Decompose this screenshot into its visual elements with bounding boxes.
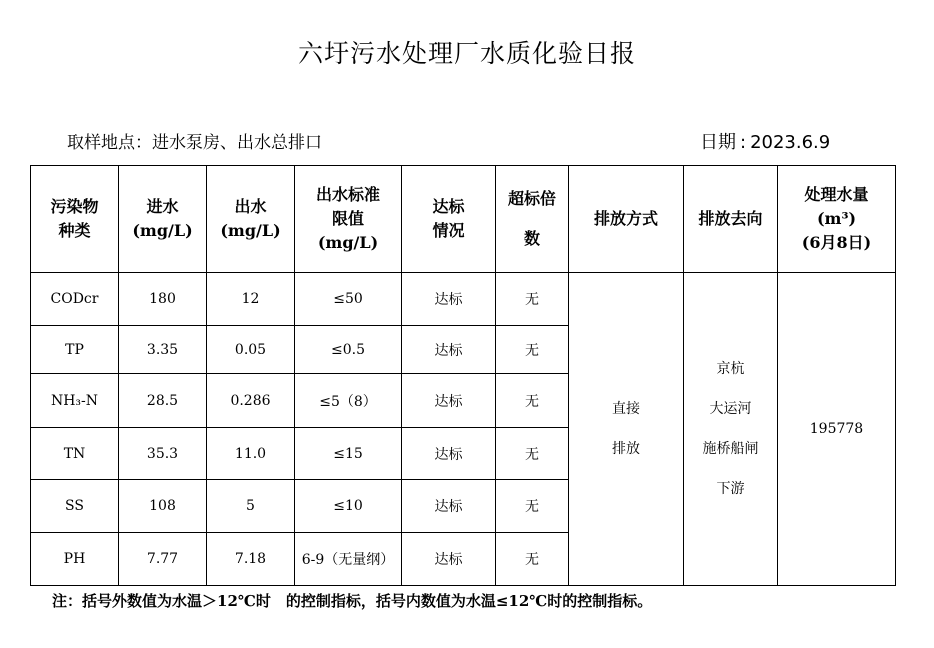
outflow-value: 7.18 xyxy=(207,533,295,586)
header-status: 达标 情况 xyxy=(402,166,496,273)
outflow-value: 11.0 xyxy=(207,428,295,480)
outflow-value: 12 xyxy=(207,273,295,326)
footnote: 注：括号外数值为水温＞12℃时 的控制指标，括号内数值为水温≤12℃时的控制指标。 xyxy=(52,592,653,610)
pollutant-name: TN xyxy=(31,428,119,480)
standard-value: 6-9（无量纲） xyxy=(295,533,402,586)
date-label: 日期 xyxy=(700,132,736,153)
date-value: 2023.6.9 xyxy=(750,132,831,153)
header-inflow: 进水 (mg/L) xyxy=(119,166,207,273)
standard-value: ≤0.5 xyxy=(295,326,402,374)
outflow-value: 0.286 xyxy=(207,374,295,428)
header-discharge-dest: 排放去向 xyxy=(684,166,778,273)
standard-value: ≤5（8） xyxy=(295,374,402,428)
inflow-value: 3.35 xyxy=(119,326,207,374)
excess-value: 无 xyxy=(496,273,569,326)
inflow-value: 7.77 xyxy=(119,533,207,586)
pollutant-name: SS xyxy=(31,480,119,533)
excess-value: 无 xyxy=(496,533,569,586)
status-value: 达标 xyxy=(402,428,496,480)
pollutant-name: PH xyxy=(31,533,119,586)
header-pollutant: 污染物 种类 xyxy=(31,166,119,273)
pollutant-name: CODcr xyxy=(31,273,119,326)
sampling-location: 取样地点：进水泵房、出水总排口 xyxy=(67,133,322,153)
table-row xyxy=(31,273,896,326)
status-value: 达标 xyxy=(402,273,496,326)
status-value: 达标 xyxy=(402,533,496,586)
standard-value: ≤15 xyxy=(295,428,402,480)
pollutant-name: TP xyxy=(31,326,119,374)
status-value: 达标 xyxy=(402,374,496,428)
excess-value: 无 xyxy=(496,480,569,533)
excess-value: 无 xyxy=(496,428,569,480)
pollutant-name: NH₃-N xyxy=(31,374,119,428)
discharge-dest-cell: 京杭 大运河 施桥船闸 下游 xyxy=(684,273,778,586)
inflow-value: 180 xyxy=(119,273,207,326)
discharge-method-cell: 直接 排放 xyxy=(569,273,684,586)
header-excess: 超标倍 数 xyxy=(496,166,569,273)
volume-value: 195778 xyxy=(778,273,896,586)
inflow-value: 28.5 xyxy=(119,374,207,428)
header-row xyxy=(31,166,896,273)
outflow-value: 5 xyxy=(207,480,295,533)
header-standard: 出水标准 限值 (mg/L) xyxy=(295,166,402,273)
report-date xyxy=(700,128,830,154)
excess-value: 无 xyxy=(496,374,569,428)
excess-value: 无 xyxy=(496,326,569,374)
water-quality-table xyxy=(30,165,896,586)
date-colon: : xyxy=(740,132,747,153)
header-discharge-method: 排放方式 xyxy=(569,166,684,273)
inflow-value: 108 xyxy=(119,480,207,533)
header-outflow: 出水 (mg/L) xyxy=(207,166,295,273)
outflow-value: 0.05 xyxy=(207,326,295,374)
inflow-value: 35.3 xyxy=(119,428,207,480)
status-value: 达标 xyxy=(402,480,496,533)
standard-value: ≤10 xyxy=(295,480,402,533)
standard-value: ≤50 xyxy=(295,273,402,326)
report-title: 六圩污水处理厂水质化验日报 xyxy=(297,39,636,68)
status-value: 达标 xyxy=(402,326,496,374)
header-volume: 处理水量 (m³) (6月8日) xyxy=(778,166,896,273)
